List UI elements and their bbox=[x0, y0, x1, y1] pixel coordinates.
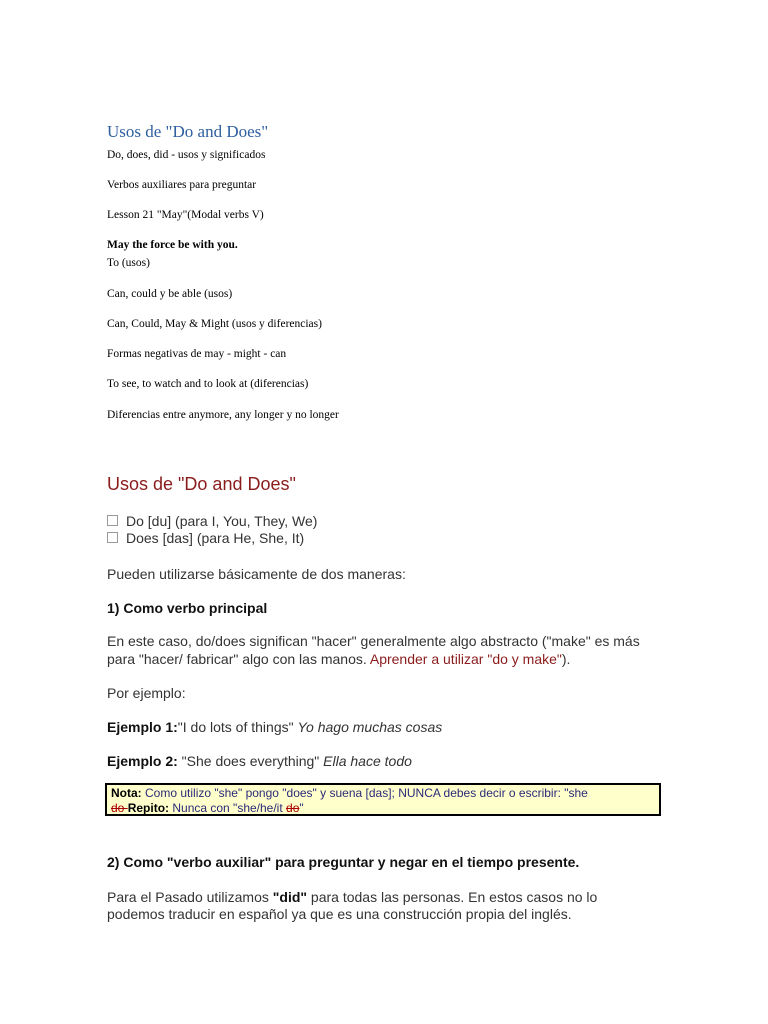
example-1-translation: Yo hago muchas cosas bbox=[297, 719, 443, 735]
paragraph-2-line-1 bbox=[107, 889, 597, 906]
toc-link-to-see[interactable]: To see, to watch and to look at (diferencias) bbox=[107, 378, 309, 390]
section-heading-1: 1) Como verbo principal bbox=[107, 600, 268, 616]
paragraph-2-text: Para el Pasado utilizamos bbox=[107, 889, 273, 905]
bullet-item bbox=[107, 530, 304, 547]
note-text-2: Nunca con "she/he/it bbox=[169, 801, 287, 815]
bullet-text: Does [das] (para He, She, It) bbox=[126, 530, 305, 546]
note-strike-2: do bbox=[286, 801, 300, 815]
example-2-translation: Ella hace todo bbox=[323, 753, 412, 769]
toc-link-lesson-21[interactable]: Lesson 21 "May"(Modal verbs V) bbox=[107, 209, 264, 221]
paragraph-1-end: ). bbox=[561, 651, 571, 667]
note-line-2 bbox=[111, 801, 655, 816]
example-2-text: "She does everything" bbox=[177, 753, 324, 769]
note-label: Nota: bbox=[111, 786, 142, 800]
toc-link-can-could[interactable]: Can, could y be able (usos) bbox=[107, 288, 233, 300]
section-heading-2: 2) Como "verbo auxiliar" para preguntar y negar en el tiempo presente. bbox=[107, 854, 580, 870]
note-repito-label: Repito: bbox=[127, 801, 170, 815]
bullet-box-icon bbox=[107, 515, 118, 526]
paragraph-1-line-1: En este caso, do/does significan "hacer" generalmente algo abstracto ("make" es más bbox=[107, 633, 640, 649]
note-end: " bbox=[299, 801, 304, 815]
paragraph-1-line-2 bbox=[107, 651, 570, 668]
article-title: Usos de "Do and Does" bbox=[107, 474, 296, 494]
toc-link-verbos-auxiliares[interactable]: Verbos auxiliares para preguntar bbox=[107, 179, 257, 191]
note-line-1 bbox=[111, 786, 655, 801]
toc-link-to-usos[interactable]: To (usos) bbox=[107, 257, 150, 269]
toc-link-do-does-did[interactable]: Do, does, did - usos y significados bbox=[107, 149, 266, 161]
toc-title: Usos de "Do and Does" bbox=[107, 122, 269, 141]
do-make-link[interactable]: Aprender a utilizar "do y make" bbox=[369, 651, 562, 667]
toc-link-can-could-may-might[interactable]: Can, Could, May & Might (usos y diferencias) bbox=[107, 318, 322, 330]
example-2-label: Ejemplo 2: bbox=[107, 753, 178, 769]
example-1-label: Ejemplo 1: bbox=[107, 719, 178, 735]
example-2 bbox=[107, 753, 412, 770]
paragraph-2-text-b: para todas las personas. En estos casos no lo bbox=[307, 889, 598, 905]
bullet-item bbox=[107, 513, 317, 530]
toc-link-formas-negativas[interactable]: Formas negativas de may - might - can bbox=[107, 348, 287, 360]
bullet-box-icon bbox=[107, 532, 118, 543]
note-box bbox=[105, 783, 661, 816]
toc-link-may-the-force[interactable]: May the force be with you. bbox=[107, 239, 238, 251]
note-strike: do bbox=[111, 801, 128, 815]
example-1 bbox=[107, 719, 442, 736]
paragraph-2-did: "did" bbox=[272, 889, 308, 905]
example-1-text: "I do lots of things" bbox=[177, 719, 298, 735]
bullet-text: Do [du] (para I, You, They, We) bbox=[126, 513, 318, 529]
note-text: Como utilizo "she" pongo "does" y suena [das]; NUNCA debes decir o escribir: "she bbox=[141, 786, 588, 800]
paragraph-1-text: para "hacer/ fabricar" algo con las manos. bbox=[107, 651, 370, 667]
example-intro: Por ejemplo: bbox=[107, 685, 186, 701]
toc-link-anymore[interactable]: Diferencias entre anymore, any longer y no longer bbox=[107, 409, 339, 421]
paragraph-2-line-2: podemos traducir en español ya que es una construcción propia del inglés. bbox=[107, 906, 572, 922]
intro-text: Pueden utilizarse básicamente de dos maneras: bbox=[107, 566, 406, 582]
